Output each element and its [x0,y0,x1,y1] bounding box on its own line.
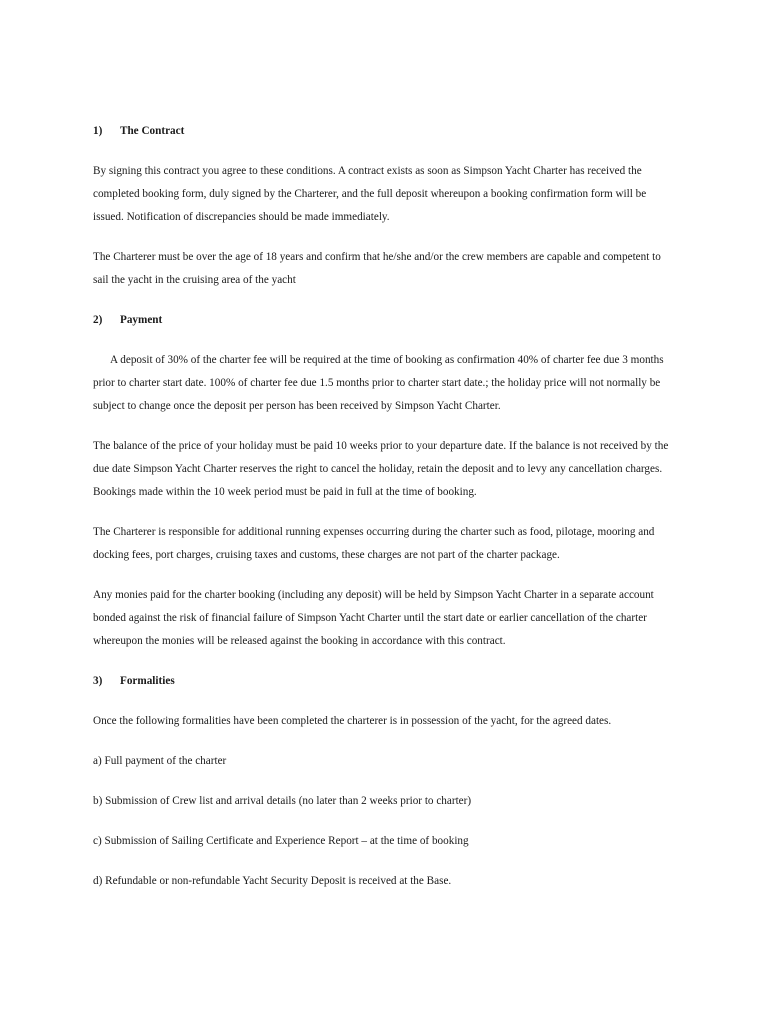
paragraph: Any monies paid for the charter booking (including any deposit) will be held by Simpson Yacht Charter in a separate account bonded against the risk of financial failure of Simpson Yacht Charter until the start date or earlier cancellation of the charter whereupon the monies will be released against the booking in accordance with this contract. [93,589,654,647]
section-number: 3) [93,675,103,687]
paragraph: The Charterer is responsible for additional running expenses occurring during the charter such as food, pilotage, mooring and docking fees, port charges, cruising taxes and customs, these charges are not part of the charter package. [93,526,655,561]
section-heading-formalities [93,670,678,693]
list-item: a) Full payment of the charter [93,755,227,767]
list-item: d) Refundable or non-refundable Yacht Security Deposit is received at the Base. [93,875,452,887]
section-number: 2) [93,314,103,326]
section-number: 1) [93,125,103,137]
section-heading-payment [93,309,678,332]
document-page [93,120,678,910]
paragraph: A deposit of 30% of the charter fee will be required at the time of booking as confirmation 40% of charter fee due 3 months prior to charter start date. 100% of charter fee due 1.5 months prior to charter start date.; the holiday price will not normally be subject to change once the deposit per person has been received by Simpson Yacht Charter. [93,354,664,412]
paragraph: Once the following formalities have been completed the charterer is in possession of the yacht, for the agreed dates. [93,715,612,727]
section-title: Payment [120,314,163,326]
section-title: The Contract [120,125,185,137]
list-item: c) Submission of Sailing Certificate and Experience Report – at the time of booking [93,835,469,847]
paragraph: By signing this contract you agree to these conditions. A contract exists as soon as Simpson Yacht Charter has received the completed booking form, duly signed by the Charterer, and the full deposit whereupon a booking confirmation form will be issued. Notification of discrepancies should be made immediately. [93,165,647,223]
paragraph: The balance of the price of your holiday must be paid 10 weeks prior to your departure date. If the balance is not received by the due date Simpson Yacht Charter reserves the right to cancel the holiday, retain the deposit and to levy any cancellation charges. Bookings made within the 10 week period must be paid in full at the time of booking. [93,440,669,498]
section-title: Formalities [120,675,175,687]
section-heading-contract [93,120,678,143]
list-item: b) Submission of Crew list and arrival details (no later than 2 weeks prior to charter) [93,795,472,807]
paragraph: The Charterer must be over the age of 18 years and confirm that he/she and/or the crew members are capable and competent to sail the yacht in the cruising area of the yacht [93,251,661,286]
